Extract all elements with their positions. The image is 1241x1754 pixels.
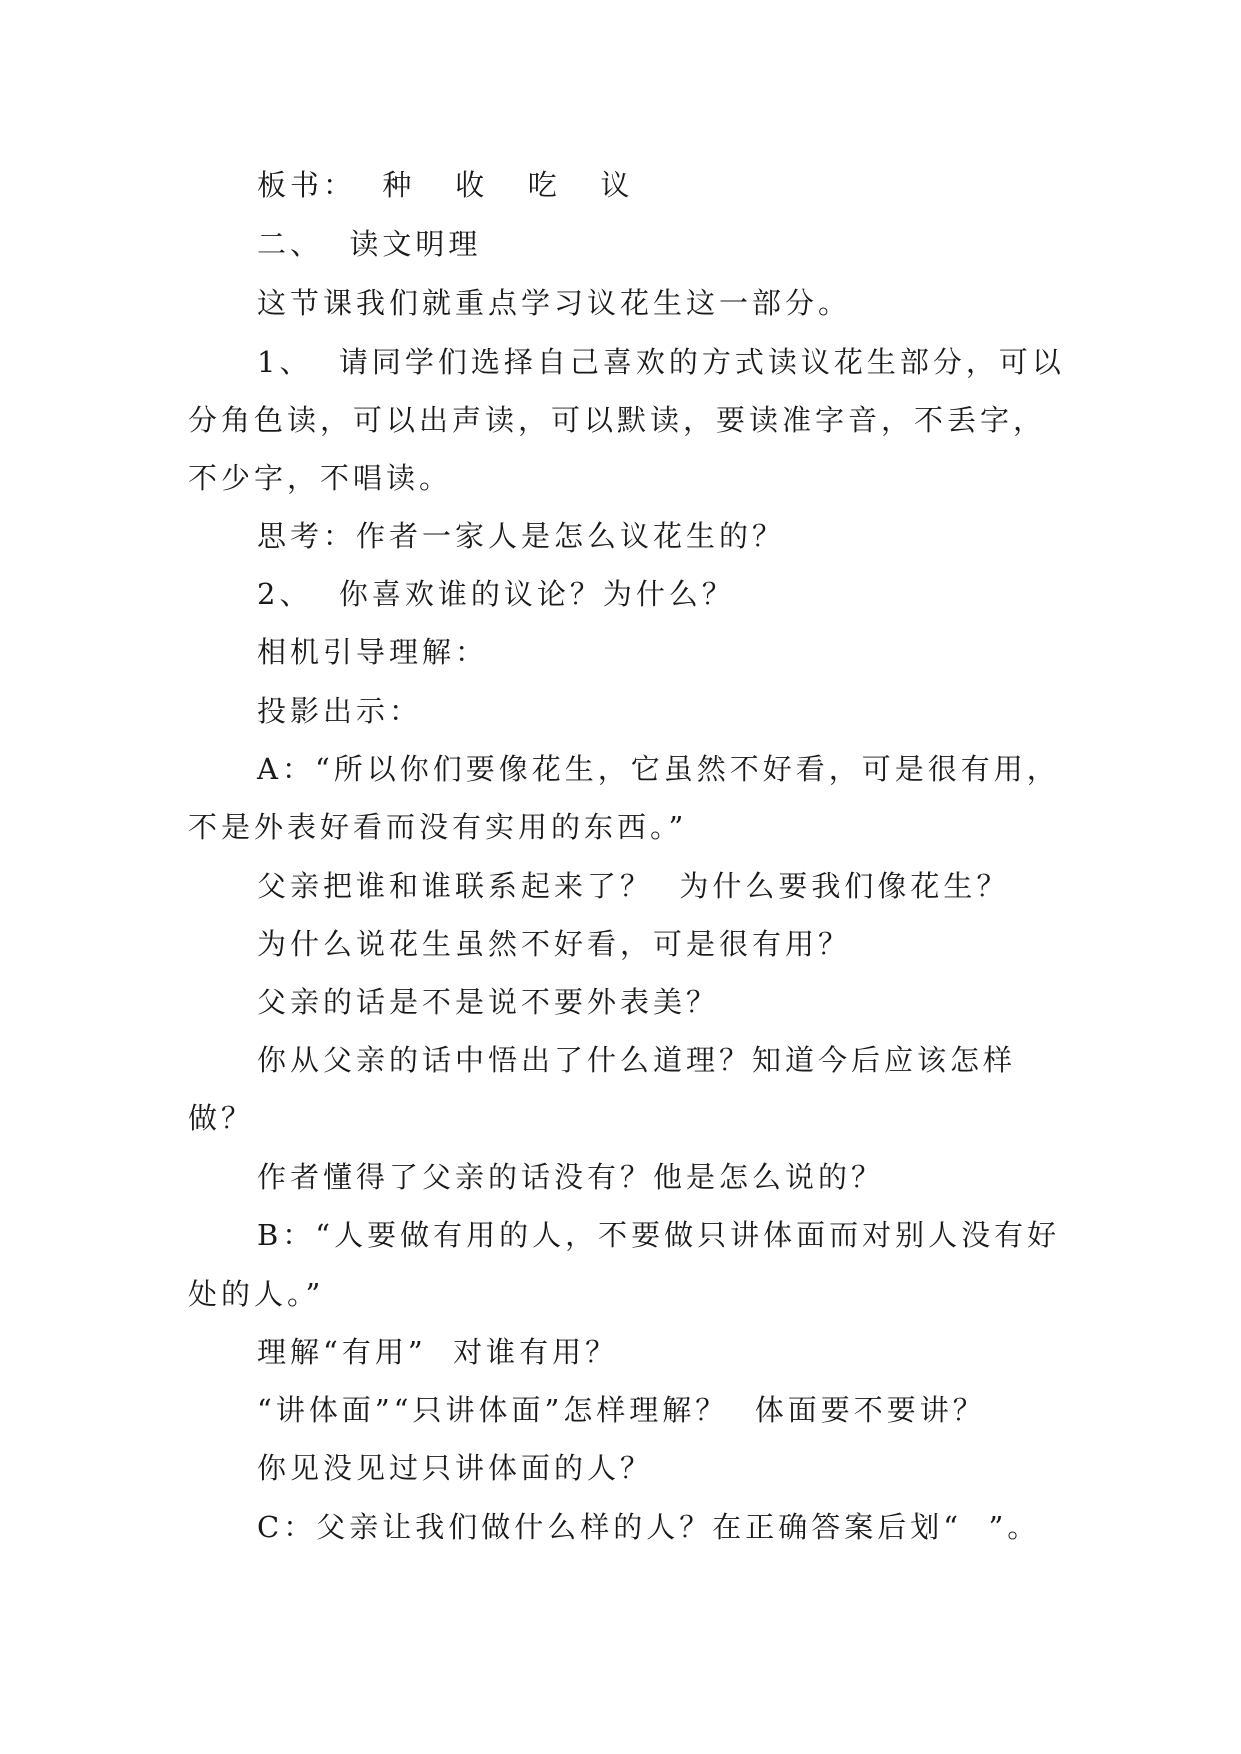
section-heading: 二、 读文明理: [257, 227, 482, 261]
paragraph-line: 作者懂得了父亲的话没有？他是怎么说的？: [257, 1160, 885, 1194]
paragraph-line: 相机引导理解：: [257, 635, 489, 669]
paragraph-line: B：“人要做有用的人，不要做只讲体面而对别人没有好: [257, 1218, 1061, 1252]
paragraph-line: 为什么说花生虽然不好看，可是很有用？: [257, 927, 852, 961]
paragraph-line: 你从父亲的话中悟出了什么道理？知道今后应该怎样: [257, 1043, 1017, 1077]
paragraph-line: 你见没见过只讲体面的人？: [257, 1451, 654, 1485]
paragraph-line: 不少字，不唱读。: [188, 461, 453, 495]
paragraph-line: 1、 请同学们选择自己喜欢的方式读议花生部分，可以: [257, 345, 1065, 379]
paragraph-line: 父亲把谁和谁联系起来了？ 为什么要我们像花生？: [257, 869, 1010, 903]
paragraph-line: 2、 你喜欢谁的议论？为什么？: [257, 577, 735, 611]
paragraph-line: A：“所以你们要像花生，它虽然不好看，可是很有用，: [257, 752, 1060, 786]
paragraph-line: 父亲的话是不是说不要外表美？: [257, 985, 720, 1019]
paragraph-line: 不是外表好看而没有实用的东西。”: [188, 810, 688, 844]
paragraph-line: “讲体面”“只讲体面”怎样理解？ 体面要不要讲？: [257, 1393, 986, 1427]
paragraph-line: C：父亲让我们做什么样的人？在正确答案后划“ ”。: [257, 1510, 1041, 1544]
board-writing-line: 板书： 种 收 吃 议: [257, 168, 634, 202]
paragraph-line: 分角色读，可以出声读，可以默读，要读准字音，不丢字，: [188, 403, 1047, 437]
paragraph-line: 思考：作者一家人是怎么议花生的？: [257, 519, 786, 553]
paragraph-line: 处的人。”: [188, 1277, 325, 1311]
paragraph-line: 做？: [188, 1101, 255, 1135]
paragraph-line: 这节课我们就重点学习议花生这一部分。: [257, 286, 852, 320]
paragraph-line: 投影出示：: [257, 694, 423, 728]
paragraph-line: 理解“有用” 对谁有用？: [257, 1335, 619, 1369]
